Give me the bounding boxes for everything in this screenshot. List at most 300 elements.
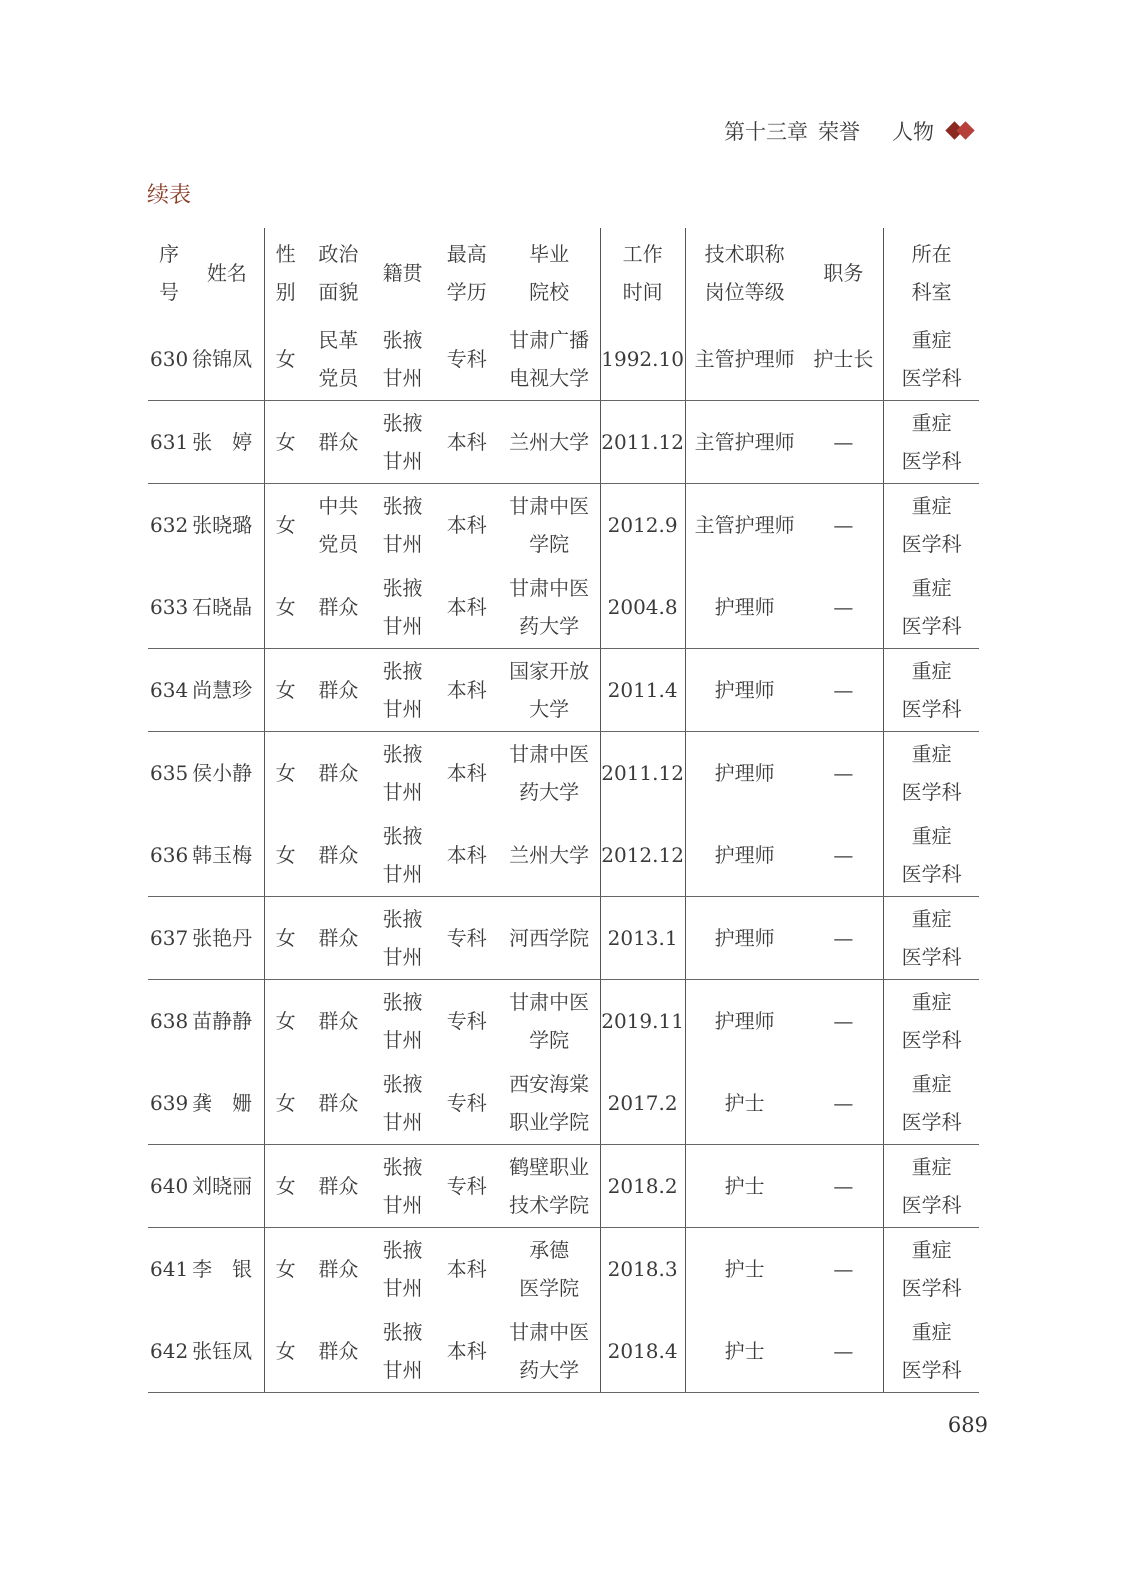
cell-work-time bbox=[600, 1310, 685, 1393]
cell-department-text: 医学科 bbox=[901, 449, 962, 473]
cell-politics-text: 党员 bbox=[318, 366, 359, 390]
header-politics: 政治 面貌 bbox=[318, 242, 359, 304]
header-origin: 籍贯 bbox=[382, 261, 423, 285]
cell-school-text: 医学院 bbox=[519, 1276, 580, 1300]
cell-politics-text: 民革 bbox=[318, 328, 359, 352]
cell-politics bbox=[306, 1228, 370, 1311]
table-row bbox=[148, 484, 979, 567]
cell-origin-text: 甘州 bbox=[382, 697, 423, 721]
cell-politics bbox=[306, 649, 370, 732]
cell-school-text: 甘肃中医 bbox=[509, 742, 590, 766]
cell-department-text: 医学科 bbox=[901, 1193, 962, 1217]
cell-school-text: 兰州大学 bbox=[509, 843, 590, 867]
cell-position-text: — bbox=[833, 761, 854, 785]
cell-name-text: 石晓晶 bbox=[192, 595, 253, 619]
cell-school-text: 甘肃中医 bbox=[509, 1320, 590, 1344]
cell-work-time-text: 1992.10 bbox=[601, 347, 684, 371]
table-row bbox=[148, 897, 979, 980]
cell-gender bbox=[264, 1310, 306, 1393]
diamond-ornament-icon bbox=[944, 120, 978, 142]
cell-origin bbox=[371, 897, 435, 980]
cell-title bbox=[685, 1310, 803, 1393]
cell-education bbox=[435, 1228, 499, 1311]
cell-department bbox=[884, 897, 979, 980]
cell-school-text: 技术学院 bbox=[509, 1193, 590, 1217]
cell-school bbox=[499, 484, 600, 567]
cell-politics-text: 群众 bbox=[318, 678, 359, 702]
cell-education-text: 本科 bbox=[446, 513, 487, 537]
cell-position bbox=[804, 649, 884, 732]
cell-seq-text: 630 bbox=[150, 347, 189, 371]
cell-title bbox=[685, 814, 803, 897]
cell-school-text: 学院 bbox=[529, 1028, 570, 1052]
cell-school-text: 兰州大学 bbox=[509, 430, 590, 454]
cell-school-text: 国家开放 bbox=[509, 659, 590, 683]
cell-title-text: 主管护理师 bbox=[694, 430, 795, 454]
cell-title bbox=[685, 484, 803, 567]
cell-origin bbox=[371, 1062, 435, 1145]
cell-origin-text: 甘州 bbox=[382, 780, 423, 804]
cell-origin-text: 张掖 bbox=[382, 824, 423, 848]
cell-name-text: 张晓璐 bbox=[192, 513, 253, 537]
cell-politics bbox=[306, 732, 370, 815]
cell-name-text: 侯小静 bbox=[192, 761, 253, 785]
cell-work-time bbox=[600, 980, 685, 1063]
cell-name bbox=[190, 566, 264, 649]
cell-gender-text: 女 bbox=[275, 1257, 296, 1281]
cell-education-text: 本科 bbox=[446, 595, 487, 619]
cell-gender-text: 女 bbox=[275, 1174, 296, 1198]
cell-gender-text: 女 bbox=[275, 1339, 296, 1363]
cell-work-time-text: 2004.8 bbox=[607, 595, 678, 619]
cell-school bbox=[499, 897, 600, 980]
table-body bbox=[148, 318, 979, 1393]
cell-education-text: 本科 bbox=[446, 678, 487, 702]
cell-name-text: 刘晓丽 bbox=[192, 1174, 253, 1198]
cell-department bbox=[884, 484, 979, 567]
cell-title-text: 护理师 bbox=[714, 761, 775, 785]
cell-department-text: 重症 bbox=[911, 1072, 952, 1096]
cell-origin bbox=[371, 814, 435, 897]
diamond-icon bbox=[956, 121, 974, 139]
cell-origin bbox=[371, 649, 435, 732]
cell-education-text: 专科 bbox=[446, 1009, 487, 1033]
cell-department-text: 重症 bbox=[911, 411, 952, 435]
cell-department bbox=[884, 649, 979, 732]
cell-name-text: 龚 姗 bbox=[192, 1091, 253, 1115]
cell-politics bbox=[306, 814, 370, 897]
cell-title bbox=[685, 980, 803, 1063]
cell-education-text: 专科 bbox=[446, 1091, 487, 1115]
cell-education-text: 本科 bbox=[446, 843, 487, 867]
cell-position bbox=[804, 1062, 884, 1145]
section-label: 荣誉 bbox=[818, 120, 860, 144]
cell-department-text: 重症 bbox=[911, 1320, 952, 1344]
cell-school bbox=[499, 814, 600, 897]
cell-department bbox=[884, 732, 979, 815]
cell-name-text: 苗静静 bbox=[192, 1009, 253, 1033]
cell-gender bbox=[264, 814, 306, 897]
cell-origin bbox=[371, 484, 435, 567]
table-row bbox=[148, 649, 979, 732]
cell-politics-text: 群众 bbox=[318, 595, 359, 619]
cell-department bbox=[884, 1145, 979, 1228]
cell-gender bbox=[264, 897, 306, 980]
cell-origin-text: 张掖 bbox=[382, 990, 423, 1014]
cell-seq bbox=[148, 732, 190, 815]
cell-title-text: 护理师 bbox=[714, 1009, 775, 1033]
cell-education-text: 本科 bbox=[446, 761, 487, 785]
cell-title bbox=[685, 897, 803, 980]
cell-origin-text: 张掖 bbox=[382, 742, 423, 766]
cell-origin-text: 甘州 bbox=[382, 1358, 423, 1382]
cell-school bbox=[499, 732, 600, 815]
cell-department bbox=[884, 318, 979, 401]
cell-department bbox=[884, 1062, 979, 1145]
cell-seq-text: 642 bbox=[150, 1339, 189, 1363]
cell-work-time-text: 2011.12 bbox=[601, 430, 684, 454]
chapter-label: 第十三章 bbox=[724, 120, 808, 144]
cell-gender-text: 女 bbox=[275, 513, 296, 537]
cell-school-text: 承德 bbox=[529, 1238, 570, 1262]
cell-title bbox=[685, 1228, 803, 1311]
cell-work-time-text: 2018.3 bbox=[607, 1257, 678, 1281]
cell-seq bbox=[148, 1062, 190, 1145]
cell-school-text: 河西学院 bbox=[509, 926, 590, 950]
cell-title-text: 主管护理师 bbox=[694, 513, 795, 537]
cell-education-text: 本科 bbox=[446, 1257, 487, 1281]
cell-gender-text: 女 bbox=[275, 347, 296, 371]
cell-department bbox=[884, 1228, 979, 1311]
cell-school bbox=[499, 566, 600, 649]
cell-name bbox=[190, 484, 264, 567]
cell-origin-text: 甘州 bbox=[382, 532, 423, 556]
cell-name bbox=[190, 732, 264, 815]
header-seq: 序 号 bbox=[159, 242, 180, 304]
cell-work-time bbox=[600, 1062, 685, 1145]
cell-school bbox=[499, 401, 600, 484]
cell-department-text: 医学科 bbox=[901, 1110, 962, 1134]
cell-work-time-text: 2018.2 bbox=[607, 1174, 678, 1198]
cell-department-text: 重症 bbox=[911, 659, 952, 683]
cell-seq bbox=[148, 401, 190, 484]
cell-title-text: 护理师 bbox=[714, 843, 775, 867]
cell-name-text: 张钰凤 bbox=[192, 1339, 253, 1363]
cell-politics-text: 党员 bbox=[318, 532, 359, 556]
cell-origin-text: 张掖 bbox=[382, 1072, 423, 1096]
cell-department-text: 重症 bbox=[911, 1238, 952, 1262]
cell-seq-text: 633 bbox=[150, 595, 189, 619]
cell-origin-text: 甘州 bbox=[382, 1193, 423, 1217]
table-row bbox=[148, 732, 979, 815]
cell-position-text: — bbox=[833, 1339, 854, 1363]
cell-work-time bbox=[600, 566, 685, 649]
cell-gender-text: 女 bbox=[275, 430, 296, 454]
cell-gender-text: 女 bbox=[275, 678, 296, 702]
cell-name-text: 张艳丹 bbox=[192, 926, 253, 950]
cell-politics-text: 群众 bbox=[318, 1339, 359, 1363]
table-header-row bbox=[148, 228, 979, 318]
cell-title-text: 护理师 bbox=[714, 678, 775, 702]
cell-position bbox=[804, 814, 884, 897]
cell-position bbox=[804, 1145, 884, 1228]
cell-title bbox=[685, 1062, 803, 1145]
cell-politics bbox=[306, 1145, 370, 1228]
cell-school-text: 甘肃中医 bbox=[509, 494, 590, 518]
cell-seq bbox=[148, 1228, 190, 1311]
cell-gender-text: 女 bbox=[275, 595, 296, 619]
cell-origin bbox=[371, 1145, 435, 1228]
cell-school bbox=[499, 1062, 600, 1145]
cell-politics bbox=[306, 484, 370, 567]
cell-position bbox=[804, 484, 884, 567]
cell-gender bbox=[264, 1062, 306, 1145]
cell-gender-text: 女 bbox=[275, 1091, 296, 1115]
cell-name-text: 张 婷 bbox=[192, 430, 253, 454]
cell-position bbox=[804, 1228, 884, 1311]
cell-education bbox=[435, 814, 499, 897]
cell-work-time-text: 2013.1 bbox=[607, 926, 678, 950]
cell-education-text: 专科 bbox=[446, 1174, 487, 1198]
cell-title-text: 护士 bbox=[724, 1257, 765, 1281]
cell-school-text: 电视大学 bbox=[509, 366, 590, 390]
cell-position bbox=[804, 897, 884, 980]
cell-politics-text: 群众 bbox=[318, 1091, 359, 1115]
staff-roster-table bbox=[148, 228, 979, 1393]
cell-title-text: 护理师 bbox=[714, 595, 775, 619]
cell-politics-text: 群众 bbox=[318, 843, 359, 867]
cell-gender bbox=[264, 649, 306, 732]
cell-title bbox=[685, 401, 803, 484]
cell-seq bbox=[148, 980, 190, 1063]
table-row bbox=[148, 1145, 979, 1228]
cell-politics bbox=[306, 401, 370, 484]
cell-politics bbox=[306, 897, 370, 980]
cell-politics bbox=[306, 1062, 370, 1145]
cell-seq-text: 632 bbox=[150, 513, 189, 537]
cell-position-text: — bbox=[833, 1009, 854, 1033]
header-work-time: 工作 时间 bbox=[600, 228, 685, 318]
cell-origin-text: 张掖 bbox=[382, 659, 423, 683]
cell-work-time bbox=[600, 318, 685, 401]
cell-department-text: 医学科 bbox=[901, 945, 962, 969]
cell-position-text: — bbox=[833, 678, 854, 702]
cell-school-text: 西安海棠 bbox=[509, 1072, 590, 1096]
cell-position bbox=[804, 566, 884, 649]
table-row bbox=[148, 980, 979, 1063]
header-name: 姓名 bbox=[190, 228, 264, 318]
cell-gender-text: 女 bbox=[275, 843, 296, 867]
cell-name bbox=[190, 1228, 264, 1311]
cell-politics-text: 群众 bbox=[318, 1174, 359, 1198]
cell-position-text: — bbox=[833, 1257, 854, 1281]
cell-gender-text: 女 bbox=[275, 1009, 296, 1033]
cell-seq-text: 638 bbox=[150, 1009, 189, 1033]
cell-politics-text: 群众 bbox=[318, 430, 359, 454]
cell-school-text: 甘肃广播 bbox=[509, 328, 590, 352]
cell-title-text: 护士 bbox=[724, 1174, 765, 1198]
cell-school bbox=[499, 980, 600, 1063]
cell-school-text: 甘肃中医 bbox=[509, 576, 590, 600]
table-row bbox=[148, 1228, 979, 1311]
cell-title bbox=[685, 1145, 803, 1228]
cell-position bbox=[804, 318, 884, 401]
cell-seq bbox=[148, 318, 190, 401]
cell-seq-text: 635 bbox=[150, 761, 189, 785]
cell-name-text: 韩玉梅 bbox=[192, 843, 253, 867]
cell-school-text: 药大学 bbox=[519, 780, 580, 804]
cell-department-text: 医学科 bbox=[901, 1276, 962, 1300]
cell-origin bbox=[371, 401, 435, 484]
cell-title bbox=[685, 649, 803, 732]
cell-origin bbox=[371, 1228, 435, 1311]
cell-department-text: 重症 bbox=[911, 494, 952, 518]
cell-politics-text: 群众 bbox=[318, 1257, 359, 1281]
cell-department bbox=[884, 566, 979, 649]
cell-origin-text: 张掖 bbox=[382, 494, 423, 518]
cell-origin-text: 甘州 bbox=[382, 862, 423, 886]
cell-title-text: 护理师 bbox=[714, 926, 775, 950]
cell-politics bbox=[306, 1310, 370, 1393]
cell-gender bbox=[264, 1228, 306, 1311]
cell-origin-text: 甘州 bbox=[382, 366, 423, 390]
cell-work-time bbox=[600, 401, 685, 484]
cell-education bbox=[435, 980, 499, 1063]
cell-origin-text: 甘州 bbox=[382, 1028, 423, 1052]
cell-position-text: — bbox=[833, 1091, 854, 1115]
cell-department-text: 医学科 bbox=[901, 532, 962, 556]
cell-title-text: 护士 bbox=[724, 1339, 765, 1363]
cell-title-text: 护士 bbox=[724, 1091, 765, 1115]
cell-title bbox=[685, 318, 803, 401]
cell-education bbox=[435, 897, 499, 980]
cell-position-text: — bbox=[833, 513, 854, 537]
cell-education bbox=[435, 1062, 499, 1145]
cell-school-text: 职业学院 bbox=[509, 1110, 590, 1134]
cell-gender bbox=[264, 484, 306, 567]
cell-gender bbox=[264, 732, 306, 815]
cell-work-time-text: 2012.12 bbox=[601, 843, 684, 867]
cell-politics-text: 中共 bbox=[318, 494, 359, 518]
cell-seq bbox=[148, 897, 190, 980]
cell-politics-text: 群众 bbox=[318, 926, 359, 950]
cell-work-time-text: 2011.12 bbox=[601, 761, 684, 785]
cell-education-text: 本科 bbox=[446, 430, 487, 454]
cell-work-time bbox=[600, 897, 685, 980]
cell-department-text: 重症 bbox=[911, 907, 952, 931]
cell-education bbox=[435, 1310, 499, 1393]
cell-gender bbox=[264, 1145, 306, 1228]
cell-seq-text: 631 bbox=[150, 430, 189, 454]
cell-work-time bbox=[600, 649, 685, 732]
cell-origin-text: 甘州 bbox=[382, 449, 423, 473]
cell-department-text: 重症 bbox=[911, 990, 952, 1014]
cell-seq bbox=[148, 814, 190, 897]
header-title: 技术职称 岗位等级 bbox=[704, 242, 785, 304]
cell-education-text: 专科 bbox=[446, 926, 487, 950]
cell-origin-text: 甘州 bbox=[382, 945, 423, 969]
cell-name-text: 徐锦凤 bbox=[192, 347, 253, 371]
cell-work-time-text: 2011.4 bbox=[607, 678, 678, 702]
cell-department-text: 医学科 bbox=[901, 1358, 962, 1382]
header-education: 最高 学历 bbox=[446, 242, 487, 304]
cell-position-text: 护士长 bbox=[813, 347, 874, 371]
cell-school bbox=[499, 1145, 600, 1228]
header-position: 职务 bbox=[804, 228, 884, 318]
cell-gender bbox=[264, 980, 306, 1063]
cell-name bbox=[190, 1145, 264, 1228]
cell-work-time bbox=[600, 732, 685, 815]
cell-education bbox=[435, 484, 499, 567]
cell-name-text: 李 银 bbox=[192, 1257, 253, 1281]
cell-work-time-text: 2012.9 bbox=[607, 513, 678, 537]
cell-seq bbox=[148, 484, 190, 567]
cell-name bbox=[190, 897, 264, 980]
cell-department-text: 重症 bbox=[911, 1155, 952, 1179]
cell-position bbox=[804, 732, 884, 815]
table-row bbox=[148, 401, 979, 484]
cell-position-text: — bbox=[833, 1174, 854, 1198]
cell-origin-text: 张掖 bbox=[382, 1155, 423, 1179]
cell-education-text: 专科 bbox=[446, 347, 487, 371]
cell-education-text: 本科 bbox=[446, 1339, 487, 1363]
header-gender: 性 别 bbox=[275, 242, 296, 304]
cell-position bbox=[804, 980, 884, 1063]
cell-position-text: — bbox=[833, 843, 854, 867]
cell-origin-text: 张掖 bbox=[382, 1238, 423, 1262]
cell-work-time bbox=[600, 1145, 685, 1228]
cell-seq bbox=[148, 1145, 190, 1228]
cell-origin bbox=[371, 566, 435, 649]
continued-table-label: 续表 bbox=[147, 183, 192, 208]
cell-origin bbox=[371, 318, 435, 401]
header-department: 所在 科室 bbox=[911, 242, 952, 304]
cell-department-text: 医学科 bbox=[901, 862, 962, 886]
cell-seq-text: 636 bbox=[150, 843, 189, 867]
cell-department bbox=[884, 980, 979, 1063]
cell-gender-text: 女 bbox=[275, 926, 296, 950]
cell-department-text: 重症 bbox=[911, 824, 952, 848]
table-row bbox=[148, 814, 979, 897]
cell-education bbox=[435, 566, 499, 649]
cell-name-text: 尚慧珍 bbox=[192, 678, 253, 702]
cell-seq-text: 634 bbox=[150, 678, 189, 702]
cell-department-text: 医学科 bbox=[901, 697, 962, 721]
subsection-label: 人物 bbox=[892, 120, 934, 144]
cell-school bbox=[499, 318, 600, 401]
running-head bbox=[724, 116, 978, 146]
cell-name bbox=[190, 980, 264, 1063]
cell-school bbox=[499, 649, 600, 732]
cell-school-text: 甘肃中医 bbox=[509, 990, 590, 1014]
cell-gender bbox=[264, 318, 306, 401]
cell-politics-text: 群众 bbox=[318, 1009, 359, 1033]
cell-politics bbox=[306, 566, 370, 649]
cell-school-text: 学院 bbox=[529, 532, 570, 556]
cell-origin bbox=[371, 980, 435, 1063]
table-row bbox=[148, 566, 979, 649]
cell-position-text: — bbox=[833, 595, 854, 619]
cell-department-text: 医学科 bbox=[901, 614, 962, 638]
cell-title-text: 主管护理师 bbox=[694, 347, 795, 371]
cell-seq bbox=[148, 649, 190, 732]
cell-origin-text: 张掖 bbox=[382, 576, 423, 600]
cell-seq bbox=[148, 1310, 190, 1393]
cell-position bbox=[804, 1310, 884, 1393]
cell-work-time-text: 2017.2 bbox=[607, 1091, 678, 1115]
cell-name bbox=[190, 318, 264, 401]
header-school: 毕业 院校 bbox=[499, 228, 600, 318]
